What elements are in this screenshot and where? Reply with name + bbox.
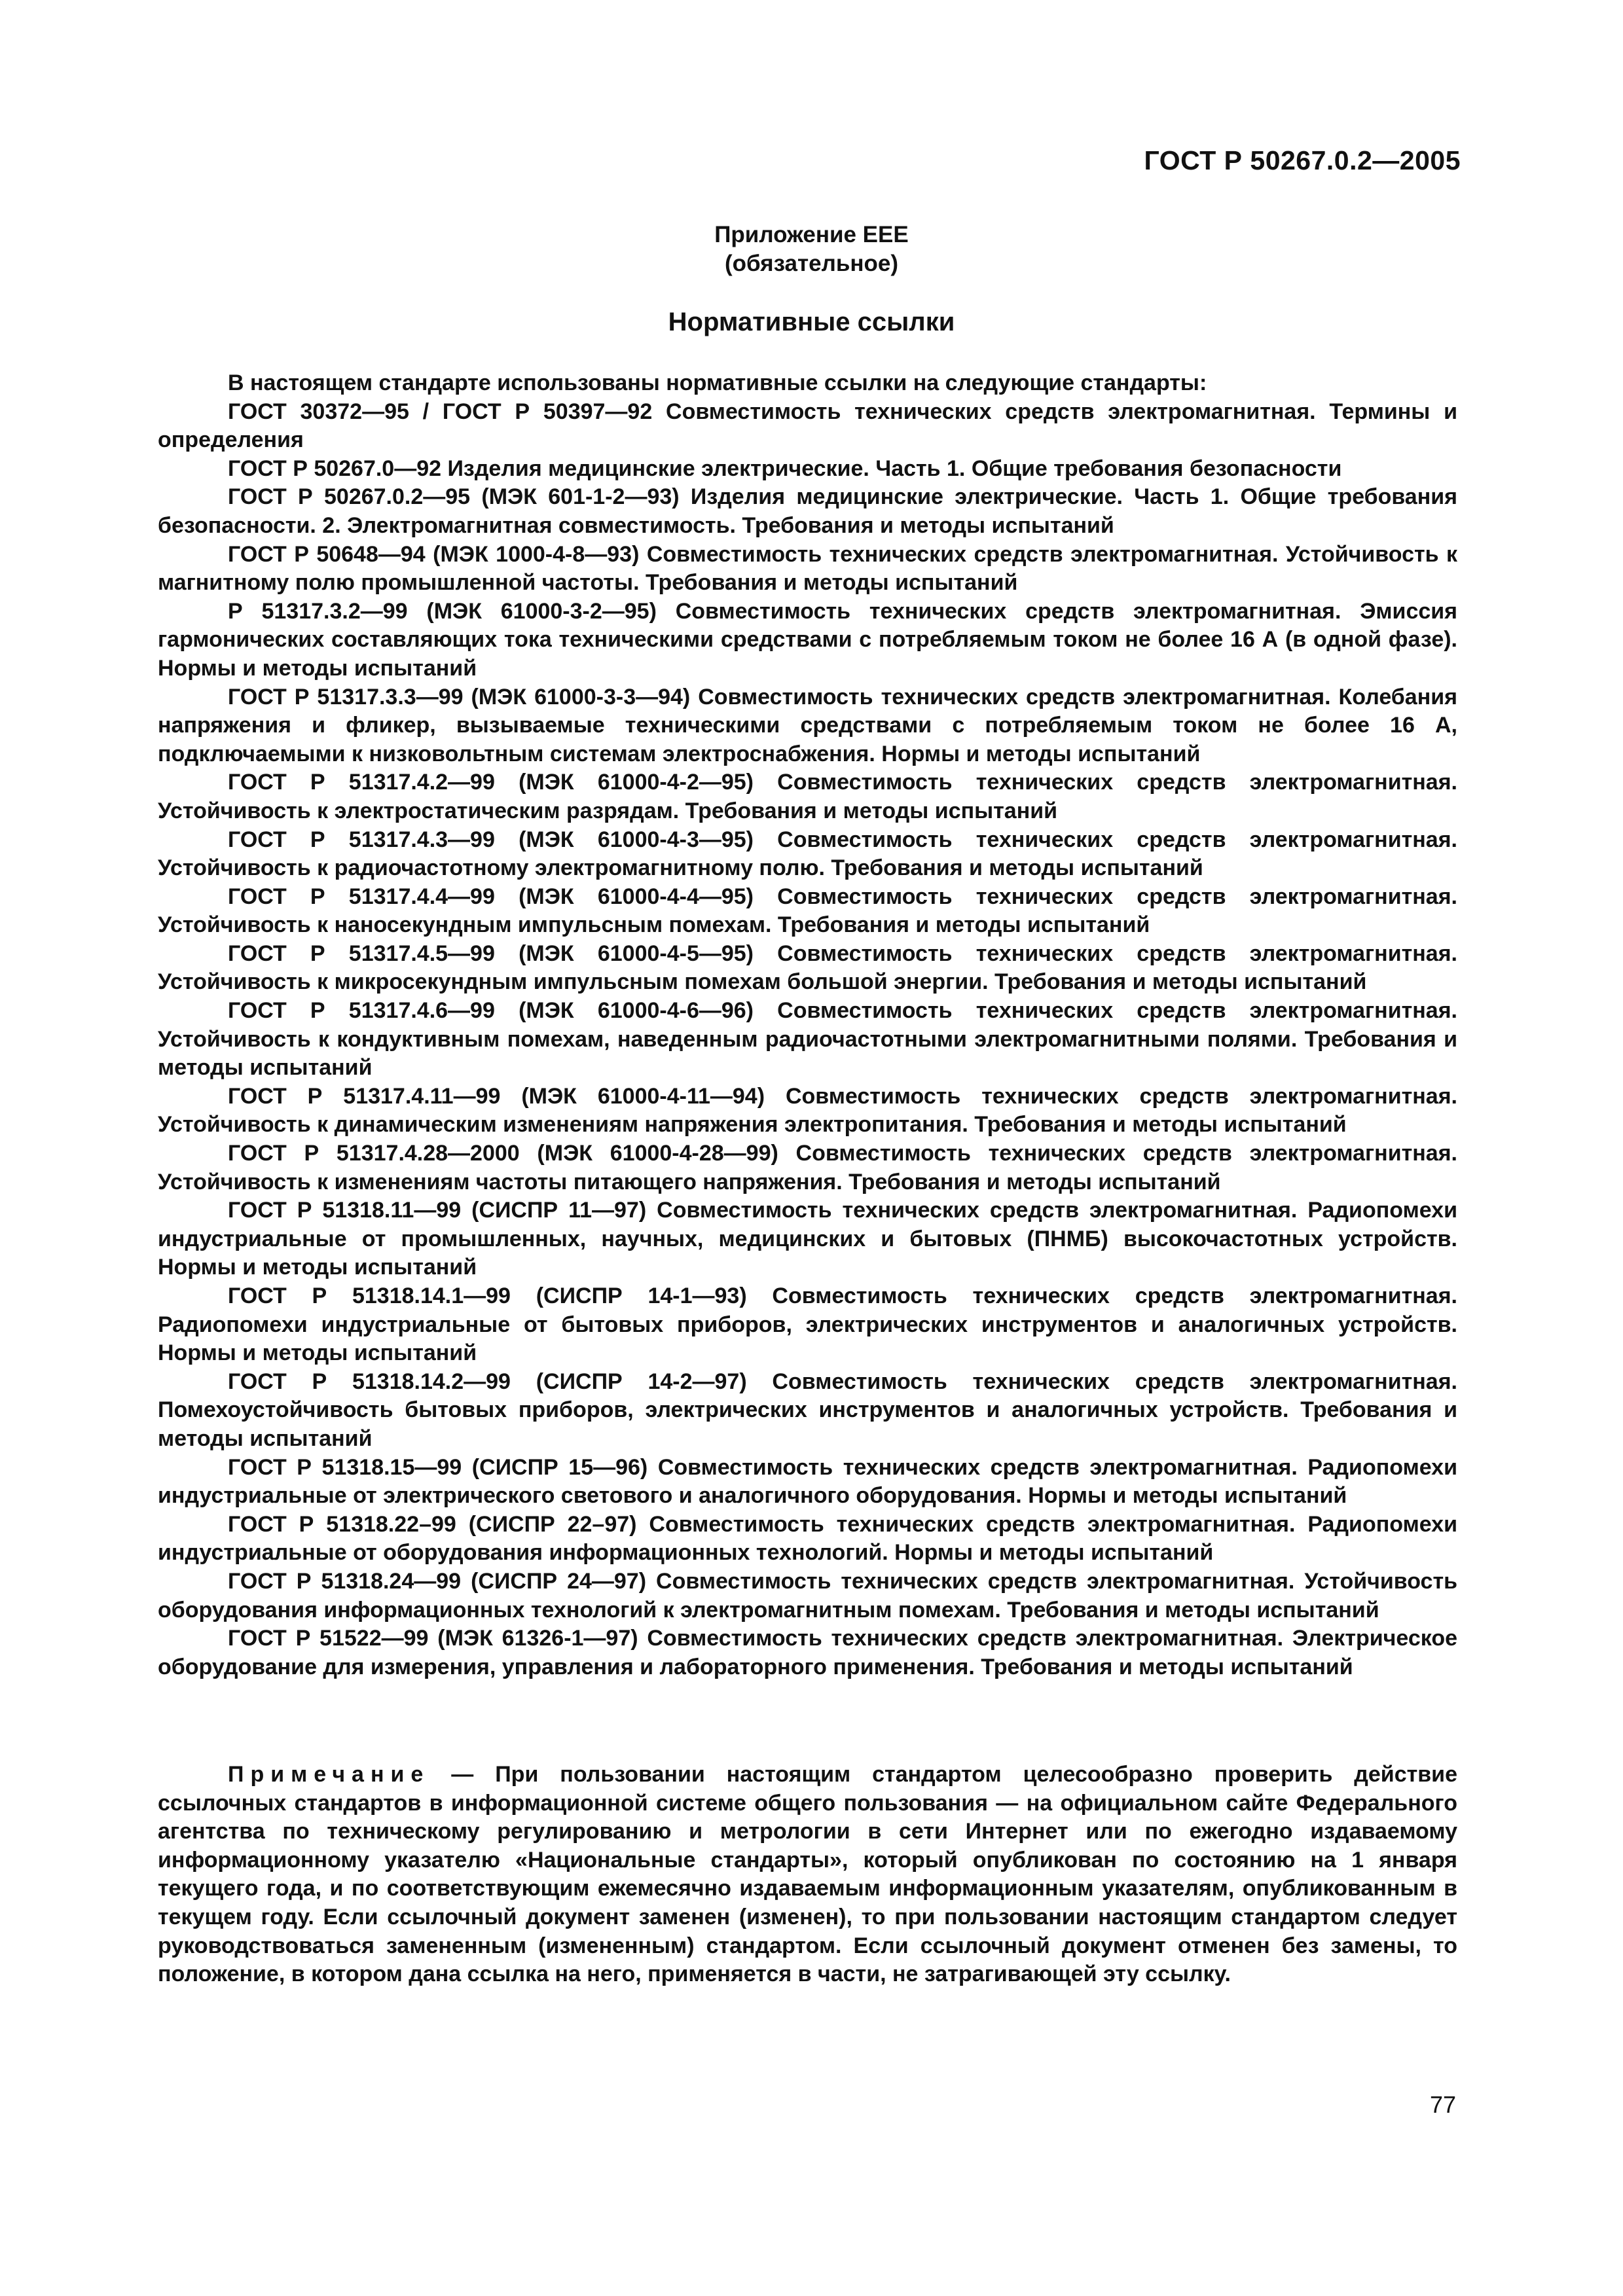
reference-item: ГОСТ Р 51317.4.3—99 (МЭК 61000-4-3—95) Совместимость технических средств электромагнитная. Устойчивость к радиочастотному электромагнитному полю. Требования и методы испытаний <box>158 827 1457 881</box>
section-title: Нормативные ссылки <box>668 308 955 336</box>
reference-item: ГОСТ Р 51318.22–99 (СИСПР 22–97) Совместимость технических средств электромагнитная. Радиопомехи индустриальные от оборудования информационных технологий. Нормы и методы испытаний <box>158 1511 1457 1566</box>
reference-item: ГОСТ Р 50648—94 (МЭК 1000-4-8—93) Совместимость технических средств электромагнитная. Устойчивость к магнитному полю промышленной частоты. Требования и методы испытаний <box>158 541 1457 596</box>
reference-item: ГОСТ Р 51317.3.3—99 (МЭК 61000-3-3—94) Совместимость технических средств электромагнитная. Колебания напряжения и фликер, вызываемые техническими средствами с потребляемым током не более 16 А, подключаемыми к низковольтным системам электроснабжения. Нормы и методы испытаний <box>158 684 1457 766</box>
reference-item: ГОСТ Р 51318.15—99 (СИСПР 15—96) Совместимость технических средств электромагнитная. Радиопомехи индустриальные от электрического светового и аналогичного оборудования. Нормы и методы испытаний <box>158 1454 1457 1509</box>
reference-item: ГОСТ Р 51317.4.28—2000 (МЭК 61000-4-28—99) Совместимость технических средств электромагнитная. Устойчивость к изменениям частоты питающего напряжения. Требования и методы испытаний <box>158 1141 1457 1194</box>
normative-references-list <box>158 369 1457 1681</box>
document-number-header: ГОСТ Р 50267.0.2—2005 <box>1144 145 1461 175</box>
reference-item: ГОСТ Р 51318.14.1—99 (СИСПР 14-1—93) Совместимость технических средств электромагнитная. Радиопомехи индустриальные от бытовых приборов, электрических инструментов и аналогичных устройств. Нормы и методы испытаний <box>158 1283 1457 1366</box>
note-label: Примечание <box>228 1762 430 1787</box>
reference-item: ГОСТ Р 51318.11—99 (СИСПР 11—97) Совместимость технических средств электромагнитная. Радиопомехи индустриальные от промышленных, научных, медицинских и бытовых (ПНМБ) высокочастотных устройств. Нормы и методы испытаний <box>158 1198 1457 1280</box>
appendix-heading <box>0 221 1623 278</box>
note-dash: — <box>429 1762 496 1787</box>
reference-item: ГОСТ Р 51317.4.6—99 (МЭК 61000-4-6—96) Совместимость технических средств электромагнитная. Устойчивость к кондуктивным помехам, наведенным радиочастотными электромагнитными полями. Требования и методы испытаний <box>158 998 1457 1081</box>
reference-item: ГОСТ Р 51317.4.2—99 (МЭК 61000-4-2—95) Совместимость технических средств электромагнитная. Устойчивость к электростатическим разрядам. Требования и методы испытаний <box>158 770 1457 823</box>
reference-item: ГОСТ Р 50267.0—92 Изделия медицинские электрические. Часть 1. Общие требования безопасности <box>228 456 1342 481</box>
reference-item: ГОСТ Р 51522—99 (МЭК 61326-1—97) Совместимость технических средств электромагнитная. Электрическое оборудование для измерения, управления и лабораторного применения. Требования и методы испытаний <box>158 1626 1457 1679</box>
reference-item: ГОСТ Р 50267.0.2—95 (МЭК 601-1-2—93) Изделия медицинские электрические. Часть 1. Общие требования безопасности. 2. Электромагнитная совместимость. Требования и методы испытаний <box>158 484 1457 538</box>
note-text: При пользовании настоящим стандартом целесообразно проверить действие ссылочных стандартов в информационной системе общего пользования — на официальном сайте Федерального агентства по техническому регулированию и метрологии в сети Интернет или по ежегодно издаваемому информационному указателю «Национальные стандарты», который опубликован по состоянию на 1 января текущего года, и по соответствующим ежемесячно издаваемым информационным указателям, опубликованным в текущем году. Если ссылочный документ заменен (изменен), то при пользовании настоящим стандартом следует руководствоваться замененным (измененным) стандартом. Если ссылочный документ отменен без замены, то положение, в котором дана ссылка на него, применяется в части, не затрагивающей эту ссылку. <box>158 1762 1457 1987</box>
reference-item: ГОСТ Р 51317.4.11—99 (МЭК 61000-4-11—94) Совместимость технических средств электромагнитная. Устойчивость к динамическим изменениям напряжения электропитания. Требования и методы испытаний <box>158 1083 1457 1138</box>
reference-item: ГОСТ Р 51317.4.5—99 (МЭК 61000-4-5—95) Совместимость технических средств электромагнитная. Устойчивость к микросекундным импульсным помехам большой энергии. Требования и методы испытаний <box>158 941 1457 995</box>
reference-item: ГОСТ Р 51318.14.2—99 (СИСПР 14-2—97) Совместимость технических средств электромагнитная. Помехоустойчивость бытовых приборов, электрических инструментов и аналогичных устройств. Требования и методы испытаний <box>158 1369 1457 1451</box>
reference-item: ГОСТ 30372—95 / ГОСТ Р 50397—92 Совместимость технических средств электромагнитная. Термины и определения <box>158 399 1457 453</box>
reference-item: ГОСТ Р 51318.24—99 (СИСПР 24—97) Совместимость технических средств электромагнитная. Устойчивость оборудования информационных технологий к электромагнитным помехам. Требования и методы испытаний <box>158 1568 1457 1623</box>
appendix-title: Приложение EEE <box>714 222 909 247</box>
appendix-status: (обязательное) <box>724 251 898 276</box>
note-paragraph <box>158 1761 1457 1989</box>
intro-paragraph: В настоящем стандарте использованы нормативные ссылки на следующие стандарты: <box>228 370 1207 395</box>
reference-item: Р 51317.3.2—99 (МЭК 61000-3-2—95) Совместимость технических средств электромагнитная. Эмиссия гармонических составляющих тока техническими средствами с потребляемым током не более 16 А (в одной фазе). Нормы и методы испытаний <box>158 598 1457 681</box>
reference-item: ГОСТ Р 51317.4.4—99 (МЭК 61000-4-4—95) Совместимость технических средств электромагнитная. Устойчивость к наносекундным импульсным помехам. Требования и методы испытаний <box>158 884 1457 938</box>
page-number: 77 <box>1429 2091 1456 2118</box>
